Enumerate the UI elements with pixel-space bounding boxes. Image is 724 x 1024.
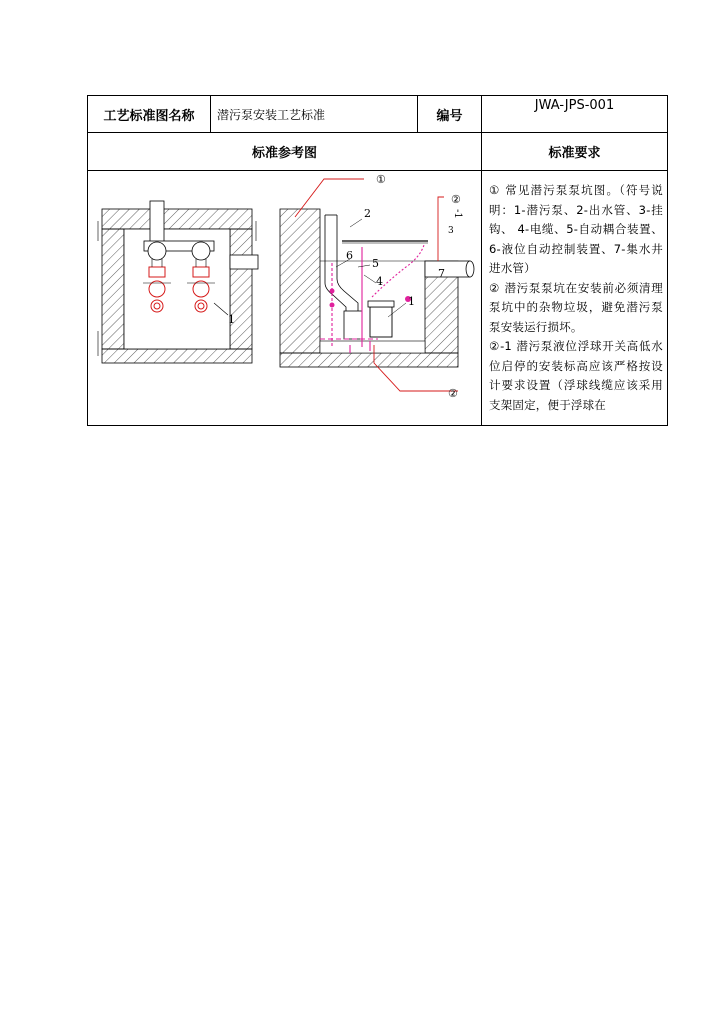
section-title-row bbox=[88, 133, 668, 171]
marker-2-1-suffix: -1 bbox=[452, 209, 463, 219]
marker-1: ① bbox=[376, 173, 386, 186]
requirements-text bbox=[482, 171, 667, 415]
code-value: JWA-JPS-001 bbox=[482, 96, 668, 133]
marker-2-1: ② bbox=[451, 193, 461, 206]
requirement-item: ① 常见潜污泵泵坑图。（符号说明：1-潜污泵、2-出水管、3-挂钩、 4-电缆、5-自动耦合装置、6-液位自动控制装置、7-集水井进水管） bbox=[489, 183, 663, 275]
name-label: 工艺标准图名称 bbox=[88, 96, 211, 133]
plan-label-1: 1 bbox=[228, 313, 235, 326]
section-view bbox=[280, 173, 474, 400]
requirement-item: ②-1 潜污泵液位浮球开关高低水位启停的安装标高应该严格按设计要求设置（浮球线缆应该采用支架固定，便于浮球在 bbox=[489, 339, 663, 412]
requirements-section-title: 标准要求 bbox=[482, 133, 668, 171]
label-5: 5 bbox=[372, 257, 379, 270]
plan-view bbox=[98, 201, 258, 363]
label-4: 4 bbox=[376, 275, 383, 288]
code-label: 编号 bbox=[418, 96, 482, 133]
pump-pit-drawing bbox=[88, 171, 481, 425]
process-standard-sheet bbox=[87, 95, 667, 426]
requirement-item: ② 潜污泵泵坑在安装前必须清理泵坑中的杂物垃圾，避免潜污泵泵安装运行损坏。 bbox=[489, 280, 663, 334]
content-row bbox=[88, 171, 668, 426]
label-3: 3 bbox=[448, 226, 454, 236]
standard-table bbox=[87, 95, 668, 426]
figure-section-title: 标准参考图 bbox=[88, 133, 482, 171]
name-value: 潜污泵安装工艺标准 bbox=[211, 96, 418, 133]
label-7: 7 bbox=[438, 267, 445, 280]
requirements-cell bbox=[482, 171, 668, 426]
header-row bbox=[88, 96, 668, 133]
label-6: 6 bbox=[346, 249, 353, 262]
reference-figure-cell bbox=[88, 171, 482, 426]
label-2: 2 bbox=[364, 207, 371, 220]
marker-2: ② bbox=[448, 387, 458, 400]
label-1: 1 bbox=[408, 295, 415, 308]
